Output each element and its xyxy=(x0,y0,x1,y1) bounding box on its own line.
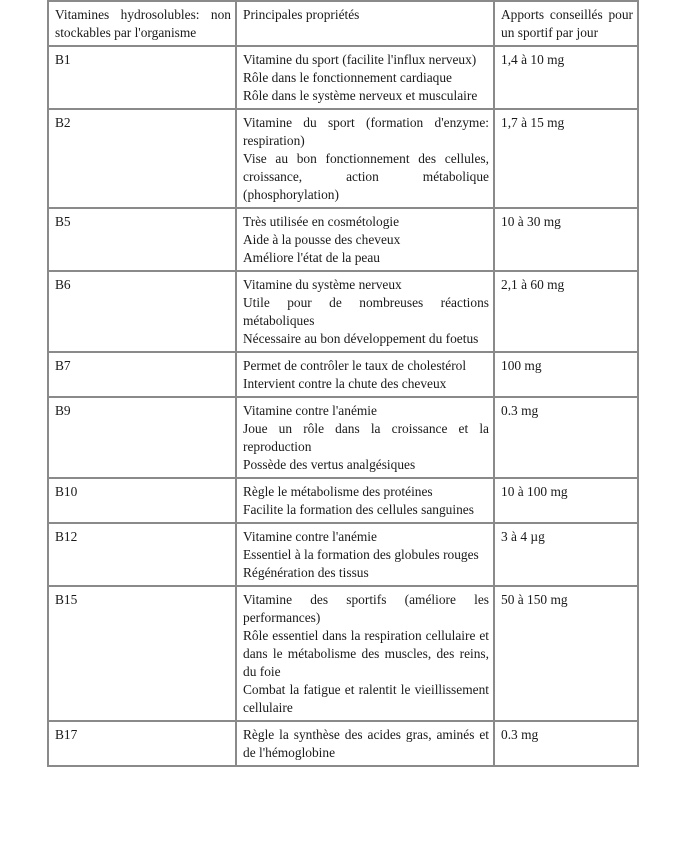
property-line: Intervient contre la chute des cheveux xyxy=(243,376,447,391)
property-line: Essentiel à la formation des globules rouges xyxy=(243,547,479,562)
table-row xyxy=(49,110,637,209)
vitamin-properties xyxy=(237,587,495,722)
vitamin-dose: 10 à 30 mg xyxy=(495,209,637,272)
vitamin-properties xyxy=(237,524,495,587)
table-row xyxy=(49,398,637,479)
vitamin-name: B10 xyxy=(49,479,237,524)
header-properties: Principales propriétés xyxy=(237,2,495,47)
table-row xyxy=(49,479,637,524)
vitamins-table xyxy=(47,0,639,767)
property-line: Combat la fatigue et ralentit le vieillissement cellulaire xyxy=(243,682,489,715)
property-line: Améliore l'état de la peau xyxy=(243,250,380,265)
property-line: Vitamine du sport (facilite l'influx nerveux) xyxy=(243,52,477,67)
table-row xyxy=(49,209,637,272)
property-line: Vitamine des sportifs (améliore les performances) xyxy=(243,592,489,625)
vitamin-dose: 3 à 4 µg xyxy=(495,524,637,587)
vitamin-properties xyxy=(237,722,495,765)
vitamin-dose: 50 à 150 mg xyxy=(495,587,637,722)
vitamin-dose: 2,1 à 60 mg xyxy=(495,272,637,353)
table-row xyxy=(49,587,637,722)
vitamin-name: B15 xyxy=(49,587,237,722)
property-line: Nécessaire au bon développement du foetus xyxy=(243,331,479,346)
header-intake: Apports conseillés pour un sportif par jour xyxy=(495,2,637,47)
table-header-row xyxy=(49,2,637,47)
vitamin-dose: 1,4 à 10 mg xyxy=(495,47,637,110)
vitamin-name: B17 xyxy=(49,722,237,765)
vitamin-name: B12 xyxy=(49,524,237,587)
table-row xyxy=(49,353,637,398)
vitamin-name: B2 xyxy=(49,110,237,209)
vitamin-dose: 100 mg xyxy=(495,353,637,398)
vitamin-properties xyxy=(237,353,495,398)
property-line: Permet de contrôler le taux de cholestérol xyxy=(243,358,467,373)
vitamins-table-body xyxy=(49,2,637,765)
property-line: Possède des vertus analgésiques xyxy=(243,457,416,472)
vitamin-dose: 10 à 100 mg xyxy=(495,479,637,524)
vitamin-properties xyxy=(237,47,495,110)
property-line: Vitamine contre l'anémie xyxy=(243,529,377,544)
vitamin-dose: 0.3 mg xyxy=(495,398,637,479)
vitamin-properties xyxy=(237,209,495,272)
property-line: Vitamine du système nerveux xyxy=(243,277,402,292)
vitamin-name: B9 xyxy=(49,398,237,479)
property-line: Aide à la pousse des cheveux xyxy=(243,232,401,247)
property-line: Régénération des tissus xyxy=(243,565,369,580)
vitamin-properties xyxy=(237,398,495,479)
property-line: Règle le métabolisme des protéines xyxy=(243,484,433,499)
table-row xyxy=(49,272,637,353)
header-vitamin: Vitamines hydrosolubles: non stockables par l'organisme xyxy=(49,2,237,47)
vitamin-name: B5 xyxy=(49,209,237,272)
vitamin-properties xyxy=(237,110,495,209)
property-line: Joue un rôle dans la croissance et la reproduction xyxy=(243,421,489,454)
vitamin-properties xyxy=(237,272,495,353)
table-row xyxy=(49,722,637,765)
vitamin-name: B7 xyxy=(49,353,237,398)
vitamin-name: B6 xyxy=(49,272,237,353)
property-line: Facilite la formation des cellules sanguines xyxy=(243,502,474,517)
property-line: Rôle dans le système nerveux et musculaire xyxy=(243,88,478,103)
table-row xyxy=(49,47,637,110)
vitamin-properties xyxy=(237,479,495,524)
property-line: Très utilisée en cosmétologie xyxy=(243,214,400,229)
vitamin-dose: 1,7 à 15 mg xyxy=(495,110,637,209)
property-line: Vitamine contre l'anémie xyxy=(243,403,377,418)
property-line: Règle la synthèse des acides gras, aminés et de l'hémoglobine xyxy=(243,727,489,760)
property-line: Rôle essentiel dans la respiration cellulaire et dans le métabolisme des muscles, des reins, du foie xyxy=(243,628,489,679)
vitamin-name: B1 xyxy=(49,47,237,110)
property-line: Vise au bon fonctionnement des cellules, croissance, action métabolique (phosphorylation) xyxy=(243,151,489,202)
property-line: Rôle dans le fonctionnement cardiaque xyxy=(243,70,452,85)
vitamin-dose: 0.3 mg xyxy=(501,727,539,742)
table-row xyxy=(49,524,637,587)
property-line: Utile pour de nombreuses réactions métaboliques xyxy=(243,295,489,328)
property-line: Vitamine du sport (formation d'enzyme: respiration) xyxy=(243,115,489,148)
